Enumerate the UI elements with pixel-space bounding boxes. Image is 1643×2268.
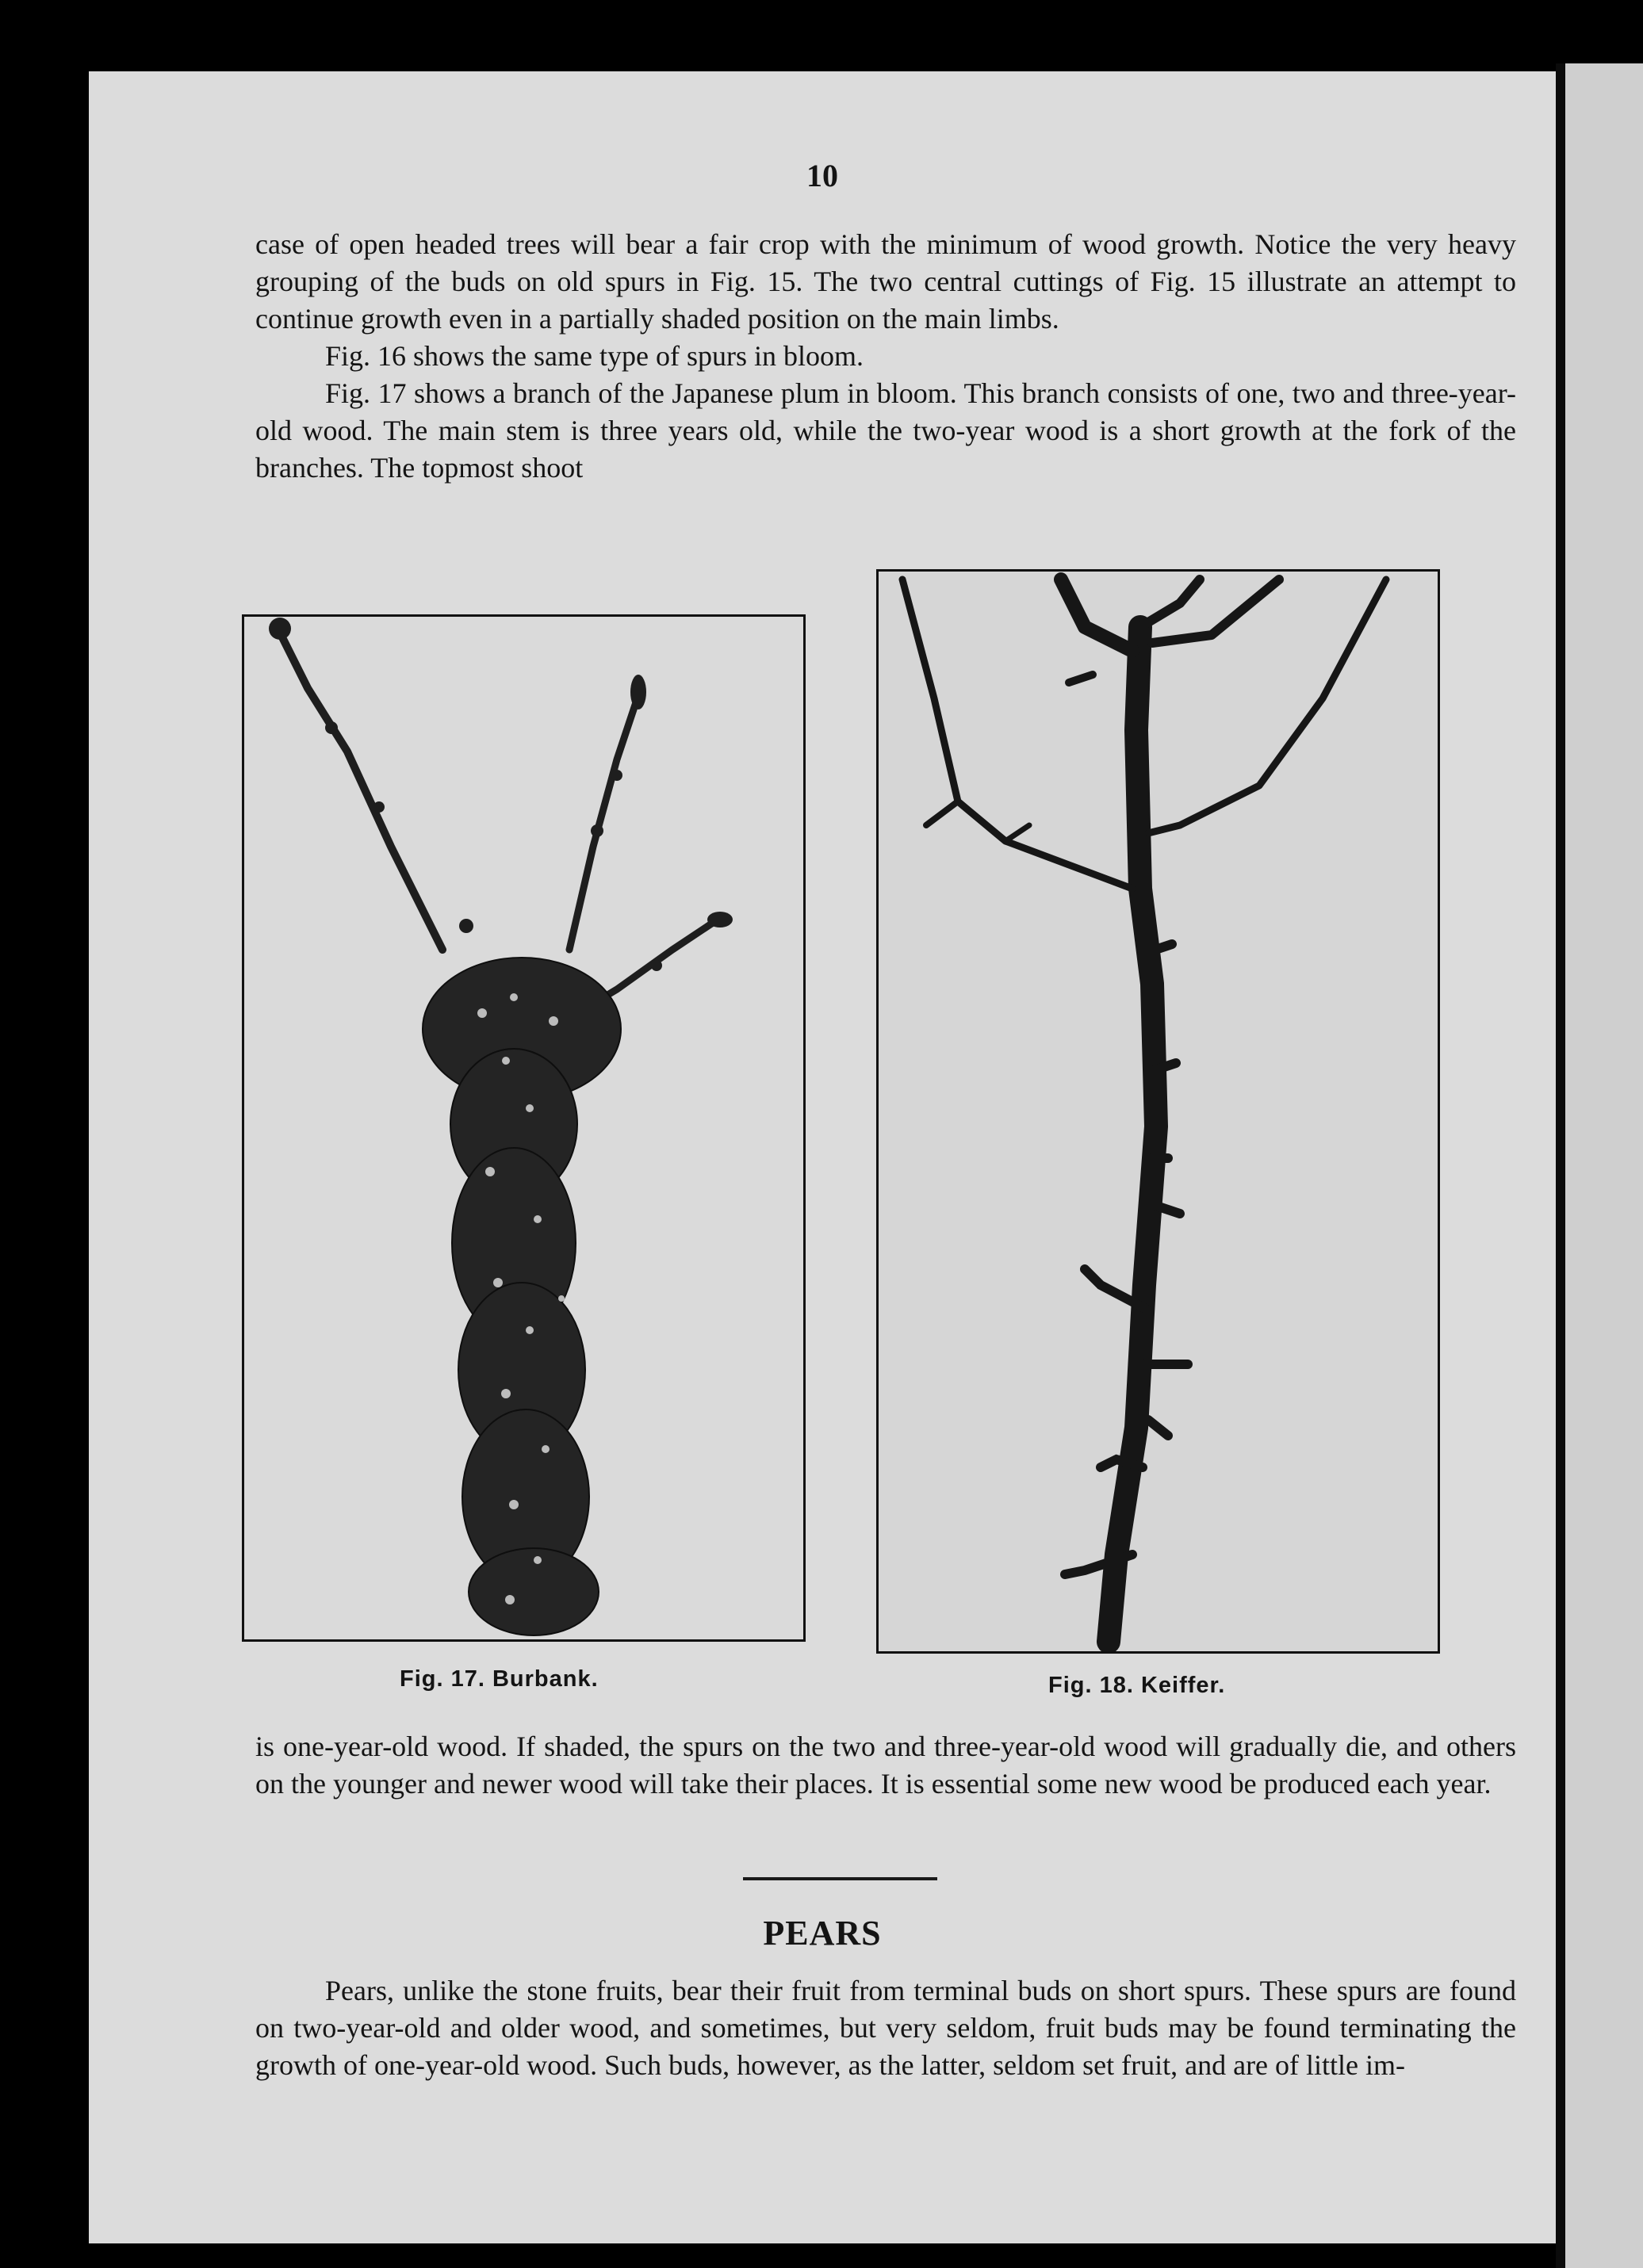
paragraph-continuation: is one-year-old wood. If shaded, the spurs on the two and three-year-old wood will gradually die, and others on the younger and newer wood will take their places. It is essential some new wood be produced each year. — [255, 1731, 1516, 1799]
book-page — [89, 71, 1556, 2243]
continuation-text — [255, 1728, 1516, 1803]
figure-17-image — [242, 614, 806, 1642]
pears-text — [255, 1972, 1516, 2084]
page-number: 10 — [806, 158, 838, 193]
plum-branch-illustration — [244, 617, 803, 1639]
paragraph-fig17: Fig. 17 shows a branch of the Japanese plum in bloom. This branch consists of one, two and three-year-old wood. The main stem is three years old, while the two-year wood is a short growth at the fork of the branches. The topmost shoot — [255, 377, 1516, 484]
intro-text — [255, 226, 1516, 487]
adjacent-page-edge — [1556, 63, 1643, 2268]
section-heading-pears: PEARS — [763, 1914, 882, 1952]
section-divider — [743, 1877, 937, 1880]
figure-18-caption: Fig. 18. Keiffer. — [1048, 1673, 1226, 1698]
figure-18-image — [876, 569, 1440, 1654]
paragraph-fig16: Fig. 16 shows the same type of spurs in bloom. — [325, 340, 864, 372]
paragraph-pears: Pears, unlike the stone fruits, bear their fruit from terminal buds on short spurs. These spurs are found on two-year-old and older wood, and sometimes, but very seldom, fruit buds may be found terminating the growth of one-year-old wood. Such buds, however, as the latter, seldom set fruit, and are of little im- — [255, 1975, 1516, 2081]
paragraph-fig15: case of open headed trees will bear a fair crop with the minimum of wood growth. Notice the very heavy grouping of the buds on old spurs in Fig. 15. The two central cuttings of Fig. 15 illustrate an attempt to continue growth even in a partially shaded position on the main limbs. — [255, 228, 1516, 335]
pear-branch-illustration — [879, 572, 1438, 1651]
figure-17-caption: Fig. 17. Burbank. — [400, 1666, 599, 1692]
